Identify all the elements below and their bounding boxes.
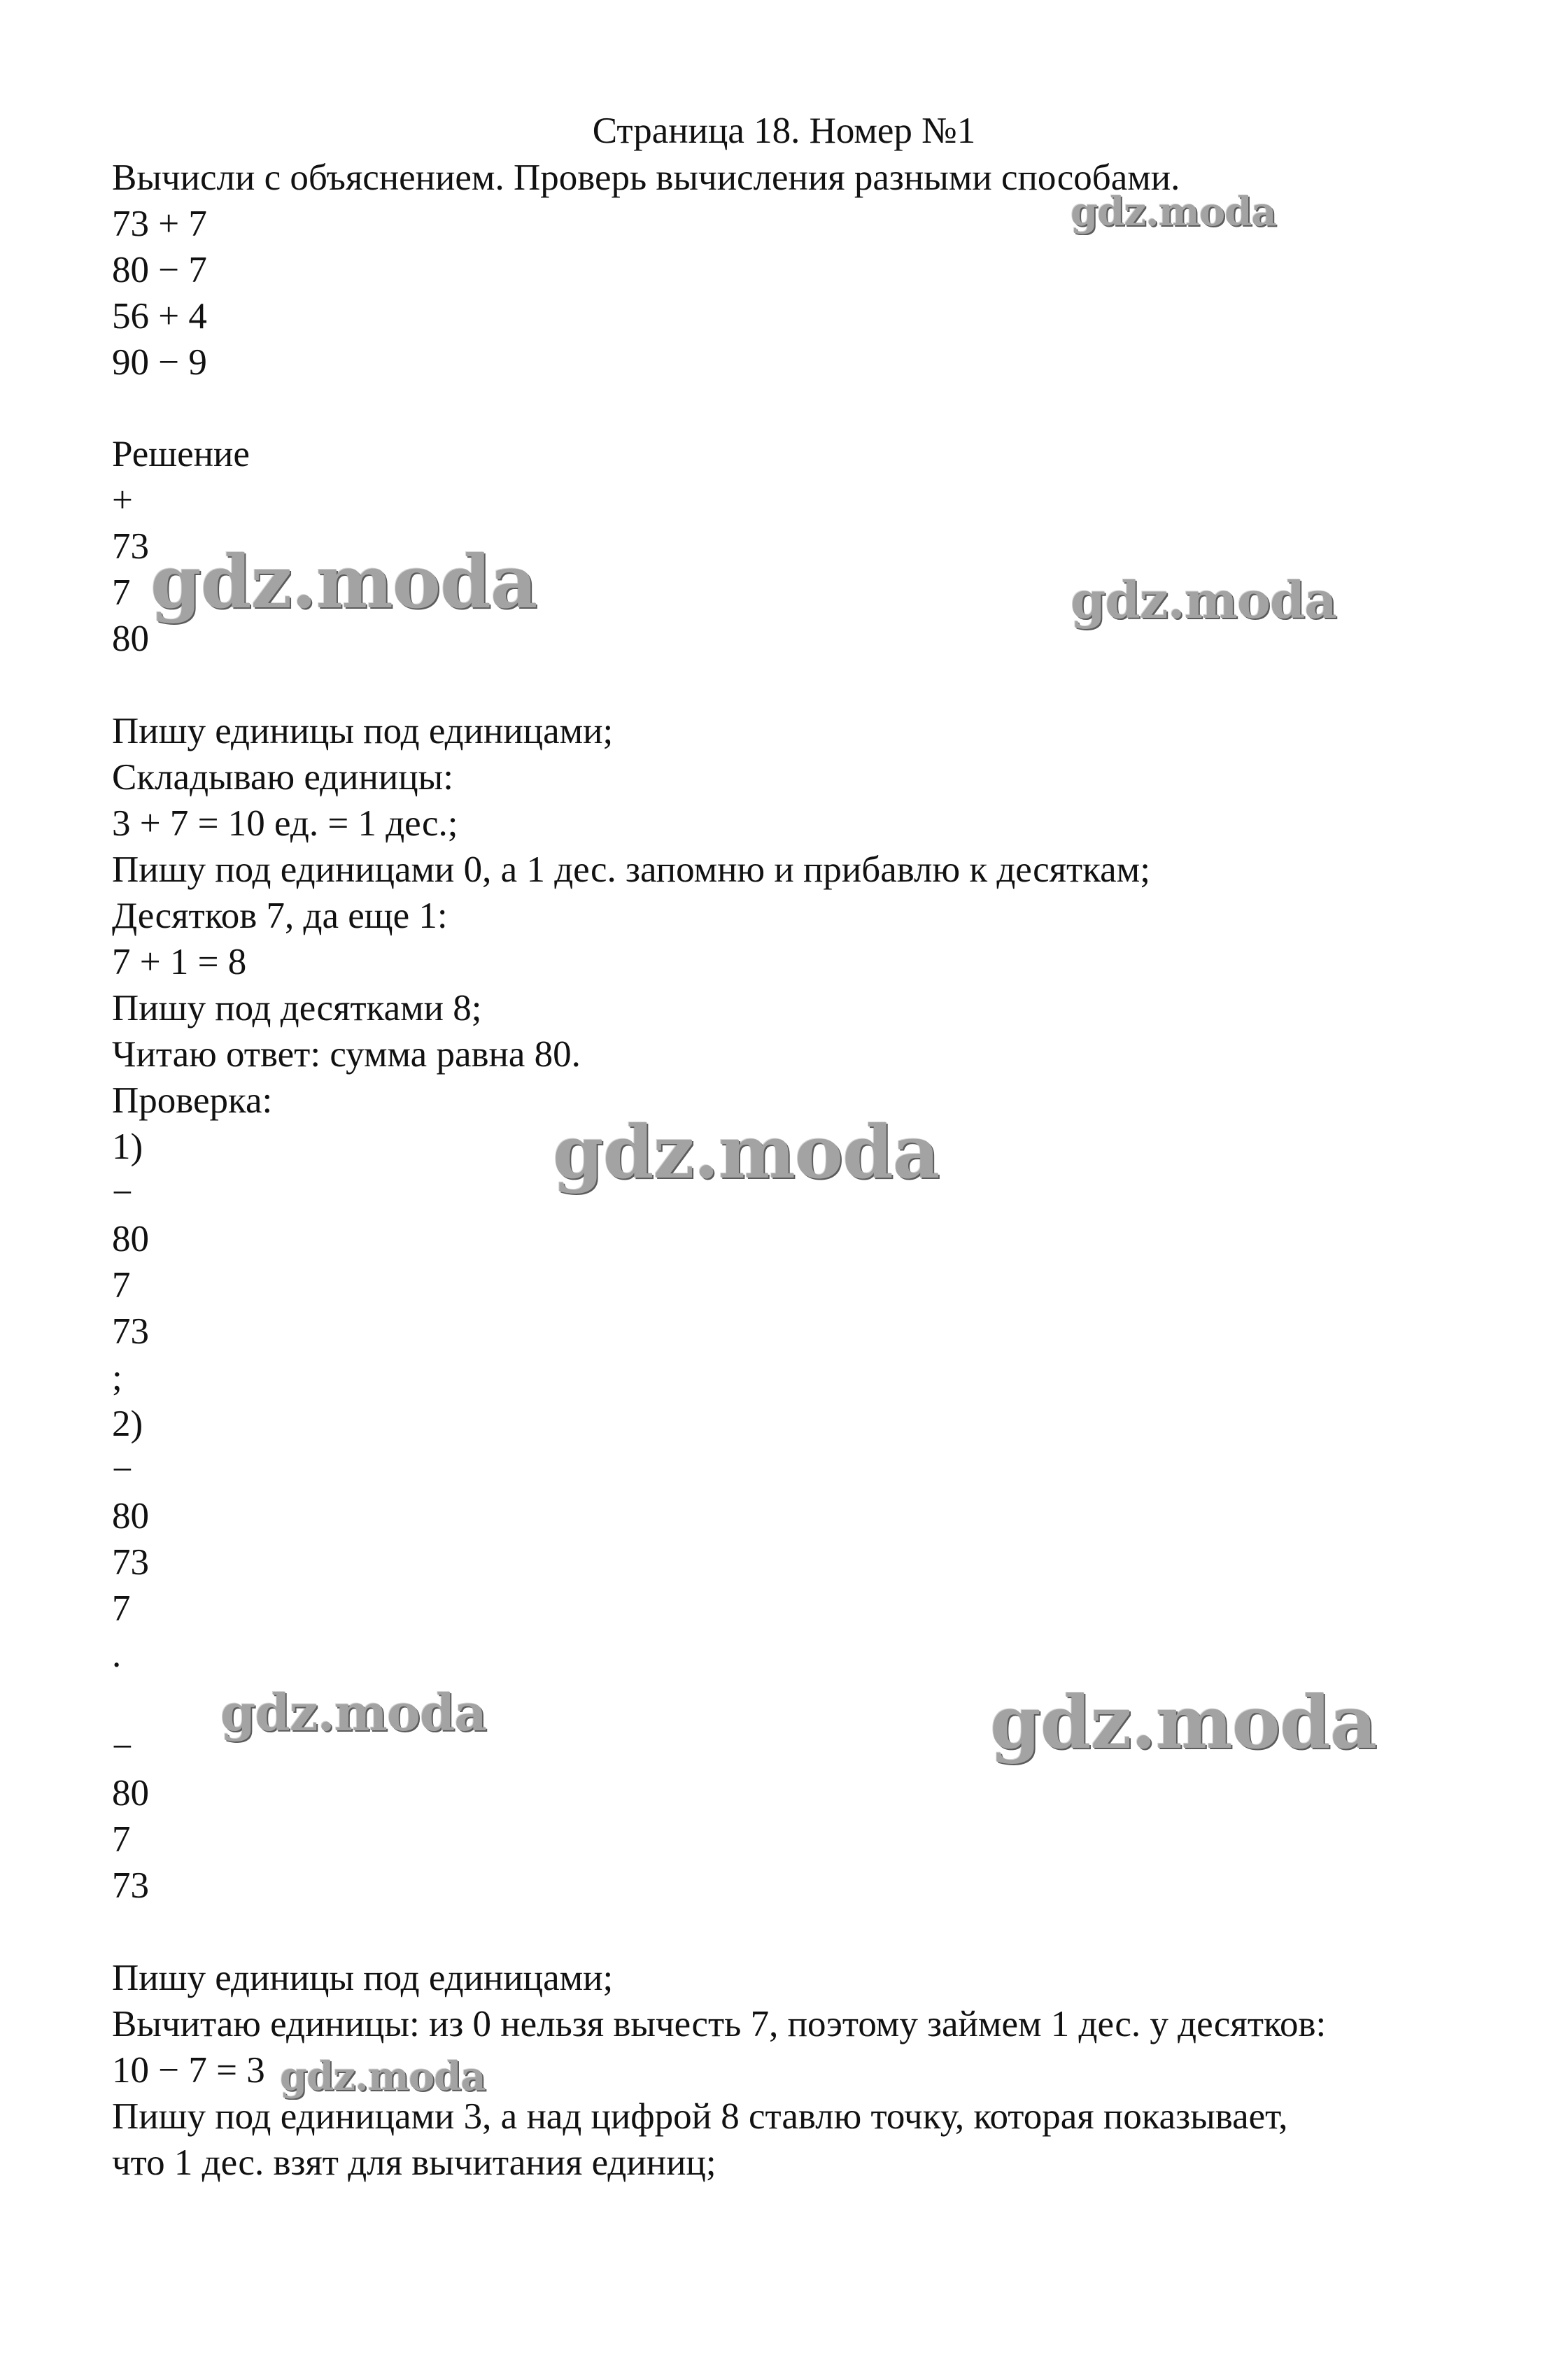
check-2-sign: − — [112, 1450, 133, 1490]
check-1-line: 73 — [112, 1311, 149, 1352]
explanation-line: Пишу единицы под единицами; — [112, 1958, 614, 1998]
explanation-line: Пишу под единицами 3, а над цифрой 8 ставлю точку, которая показывает, — [112, 2096, 1288, 2137]
explanation-line: Пишу под десятками 8; — [112, 988, 482, 1029]
addition-operand-2: 7 — [112, 572, 131, 613]
addition-sign: + — [112, 480, 133, 521]
watermark: gdz.moda — [553, 1109, 940, 1195]
watermark: gdz.moda — [220, 1683, 486, 1742]
check-1-number: 1) — [112, 1126, 143, 1167]
check-1-sign: − — [112, 1173, 133, 1213]
explanation-line: Складываю единицы: — [112, 757, 453, 798]
page-title: Страница 18. Номер №1 — [592, 111, 976, 151]
example-3: 56 + 4 — [112, 296, 207, 337]
check-2-line: 73 — [112, 1542, 149, 1583]
solution-heading: Решение — [112, 434, 250, 474]
explanation-line: 3 + 7 = 10 ед. = 1 дес.; — [112, 803, 458, 844]
subtraction-line: 7 — [112, 1819, 131, 1860]
check-1-line: 80 — [112, 1219, 149, 1259]
addition-operand-1: 73 — [112, 526, 149, 567]
subtraction-line: 80 — [112, 1773, 149, 1814]
check-2-number: 2) — [112, 1404, 143, 1444]
example-4: 90 − 9 — [112, 342, 207, 383]
explanation-line: что 1 дес. взят для вычитания единиц; — [112, 2142, 716, 2183]
check-2-line: 7 — [112, 1588, 131, 1629]
watermark: gdz.moda — [1071, 189, 1276, 235]
watermark: gdz.moda — [150, 539, 537, 625]
explanation-line: 7 + 1 = 8 — [112, 942, 247, 982]
explanation-line: Вычитаю единицы: из 0 нельзя вычесть 7, поэтому займем 1 дес. у десятков: — [112, 2004, 1327, 2044]
watermark: gdz.moda — [990, 1679, 1377, 1765]
check-1-line: 7 — [112, 1265, 131, 1306]
watermark: gdz.moda — [1071, 570, 1336, 630]
subtraction-line: 73 — [112, 1865, 149, 1906]
explanation-line: Читаю ответ: сумма равна 80. — [112, 1034, 581, 1075]
example-1: 73 + 7 — [112, 204, 207, 244]
explanation-line: 10 − 7 = 3 — [112, 2050, 265, 2091]
task-text: Вычисли с объяснением. Проверь вычисления разными способами. — [112, 157, 1180, 198]
addition-result: 80 — [112, 619, 149, 659]
check-2-end: . — [112, 1634, 122, 1675]
check-1-end: ; — [112, 1357, 122, 1398]
example-2: 80 − 7 — [112, 250, 207, 290]
explanation-line: Пишу единицы под единицами; — [112, 711, 614, 751]
check-2-line: 80 — [112, 1496, 149, 1536]
watermark: gdz.moda — [280, 2054, 486, 2100]
subtraction-sign: − — [112, 1727, 133, 1767]
explanation-line: Пишу под единицами 0, а 1 дес. запомню и прибавлю к десяткам; — [112, 849, 1150, 890]
check-heading: Проверка: — [112, 1080, 273, 1121]
explanation-line: Десятков 7, да еще 1: — [112, 896, 448, 936]
